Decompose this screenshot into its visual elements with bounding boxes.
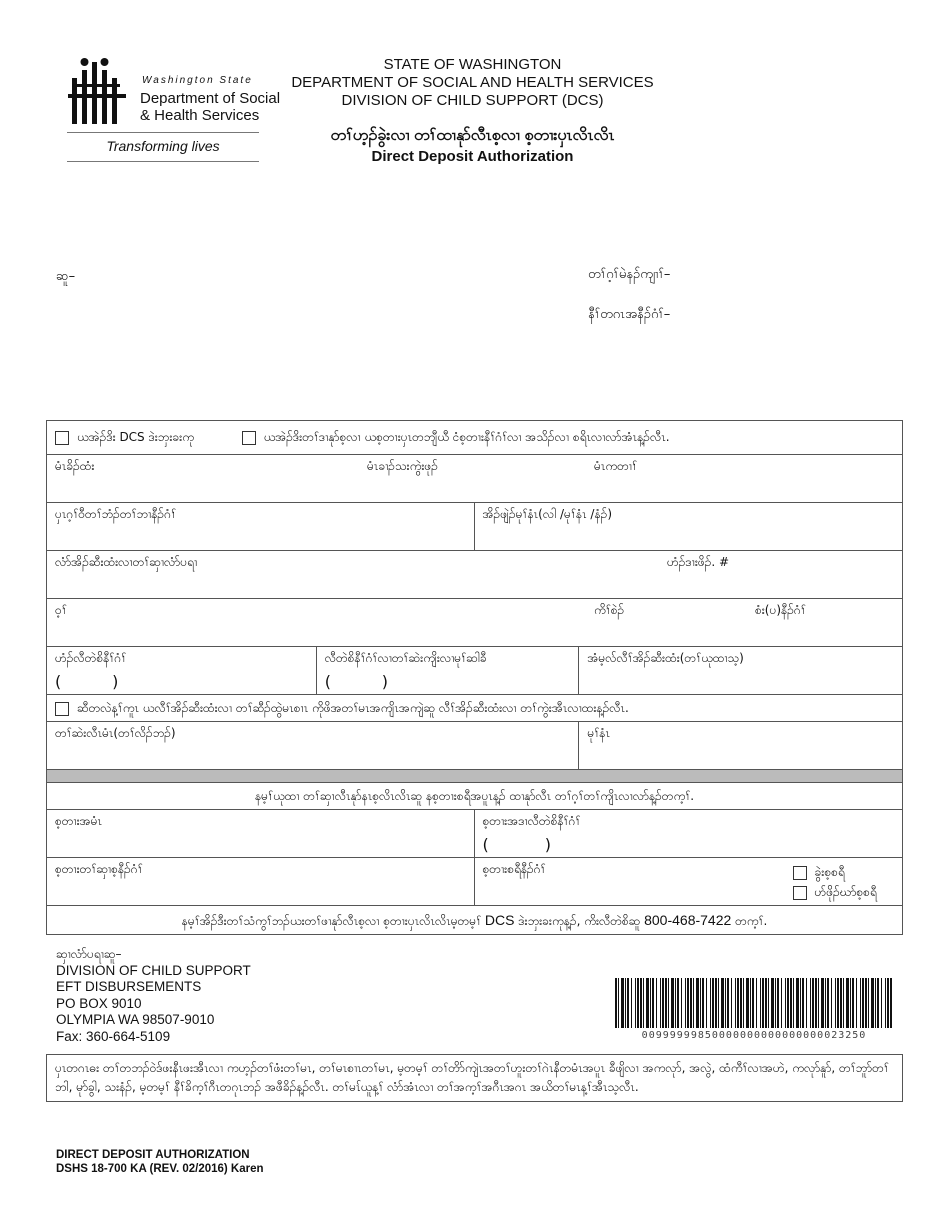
area-code-parens: ( ): [55, 672, 119, 691]
case-number-label: တၢ်ဂ့ၢ်မဲနၣ်ကျၢၢ်–: [588, 267, 671, 282]
ssn-field[interactable]: [47, 503, 475, 551]
home-phone-field[interactable]: [47, 647, 317, 695]
bank-name-label: စ့တၢးအမံၤ: [55, 814, 103, 828]
mail-fax: Fax: 360-664-5109: [56, 1028, 171, 1044]
mail-line-3: PO BOX 9010: [56, 995, 142, 1011]
form-footer: [56, 1148, 264, 1176]
apt-label: ဟံၣ်ဒၢးဖိၣ်. #: [667, 555, 730, 569]
footer-title: DIRECT DEPOSIT AUTHORIZATION: [56, 1149, 250, 1161]
email-label: အံမ့လ်လီၢ်အိၣ်ဆီးထံး(တၢ်ယုထၢသ့): [587, 651, 744, 665]
bank-phone-field[interactable]: [474, 810, 902, 858]
signature-field[interactable]: [47, 722, 579, 770]
checking-checkbox[interactable]: [793, 866, 807, 880]
dshs-logo-icon: [68, 56, 128, 126]
area-code-parens: ( ): [482, 835, 551, 854]
email-field[interactable]: [579, 647, 903, 695]
first-name-label: မံၤခိၣ်ထံး: [55, 459, 95, 473]
header-division: DIVISION OF CHILD SUPPORT (DCS): [341, 92, 604, 109]
signature-label: တၢ်ဆဲးလီၤမံၤ(တၢ်လိၣ်ဘၣ်): [55, 726, 176, 740]
account-number-label: စ့တၢးစရီနီၣ်ဂံၢ်: [482, 862, 546, 876]
middle-initial-label: မံၤခၢၣ်သးကွဲးဖုၣ်: [367, 459, 438, 473]
bank-name-field[interactable]: [47, 810, 475, 858]
barcode-number: 00999999850000000000000000023250: [641, 1030, 867, 1041]
section-divider: [47, 770, 903, 783]
logo-rule-top: [67, 132, 259, 133]
mailing-address-label: လံာ်အိၣ်ဆီးထံးလၢတၢ်ဆှၢလံာ်ပရၢ: [55, 555, 198, 569]
dob-label: အိၣ်ဖျဲၣ်မုၢ်နံၤ(လါ /မုၢ်နံၤ /နံၣ်): [482, 507, 612, 521]
option-dcs-label: ယအဲၣ်ဒိး DCS ဒဲးဘှးခးကု: [77, 430, 194, 444]
logo-dept-text: Department of Social & Health Services: [140, 90, 281, 124]
option-deposit-checkbox[interactable]: [242, 431, 256, 445]
header-department: DEPARTMENT OF SOCIAL AND HEALTH SERVICES: [291, 74, 654, 91]
title-karen: တၢ်ဟ့ၣ်ခွဲးလၢ တၢ်ထၢနုာ်လီၤစ့လၢ စ့တၢးပှၤလိၤလိၤ: [330, 127, 615, 144]
logo-tagline: Transforming lives: [106, 138, 220, 154]
contact-dcs: DCS: [484, 912, 515, 928]
logo-rule-bottom: [67, 161, 259, 162]
work-phone-field[interactable]: [316, 647, 579, 695]
title-english: Direct Deposit Authorization: [371, 148, 574, 165]
bank-instruction: နမ့ၢ်ယုထၢ တၢ်ဆှၢလီၤနုာ်နၤစ့လိၤလိၤဆူ နစ့တၢးစရီအပူၤန့ၣ် ထၢနုာ်လီၤ တၢ်ဂ့ၢ်တၢ်ကျိၤလၢလာ်န့ၣ်တက့ၢ်.: [47, 783, 903, 810]
contact-text-a: နမ့ၢ်အိၣ်ဒီးတၢ်သံကွၢ်ဘၣ်ယးတၢ်ဖၢနုာ်လီၤစ့လၢ စ့တၢးပှၤလိၤလိၤမ့တမ့ၢ်: [181, 914, 485, 928]
contact-line: [47, 906, 903, 935]
routing-number-label: စ့တၢးတၢ်ဆှၢစ့နီၣ်ဂံၢ်: [55, 862, 143, 876]
zip-label: စံး(ပ)နီၣ်ဂံၢ်: [755, 603, 806, 617]
contact-text-b: ဒဲးဘှးခးကုန့ၣ်, ကိးလီတဲစိဆူ: [514, 914, 645, 928]
mail-line-2: EFT DISBURSEMENTS: [56, 979, 202, 994]
area-code-parens: ( ): [324, 672, 389, 691]
name-field[interactable]: [47, 455, 903, 503]
ssn-label: ပှၤဂ့ၢ်ဝီတၢ်ဘံၣ်တၢ်ဘၢနီၣ်ဂံၢ်: [55, 507, 176, 521]
city-state-zip-field[interactable]: [47, 599, 903, 647]
date-field[interactable]: [579, 722, 903, 770]
footer-form-number: DSHS 18-700 KA (REV. 02/2016) Karen: [56, 1163, 264, 1175]
nondiscrimination-notice: ပှၤတဂၤဓး တၢ်တဘၣ်ဝဲဒ်ဖးနီၤဖးအီၤလၢ ကဟ့ၣ်တၢ်ဖံးတၢ်မၤ, တၢ်မၤစၢၤတၢ်မၤ, မ့တမ့ၢ် တၢ်တိာ်ကျဲၤအတၢ်ဟူးတၢ်ဂဲၤနီတမံၤအပူၤ ခီဖျိလၢ အကလုာ်, အလွဲ, ထံကီၢ်လၢအဟဲ, ကလုာ်နူာ်, တၢ်ဘူာ်တၢ်ဘါ, မုာ်ခွါ, သးနံၣ်, မ့တမ့ၢ် နီၢ်ခိက့ၢ်ဂီၤတဂုၤဘၣ် အဖီခိၣ်န့ၣ်လီၤ. တၢ်မၤ်ယူန့ၢ် လံာ်အံၤလၢ တၢ်အက့ၢ်အဂီၤအဂၤ အယိတၢ်မၤန့ၢ်အီၤသ့လီၤ.: [46, 1054, 903, 1102]
checking-label: ခွဲးစ့စရီ: [814, 865, 845, 879]
id-number-label: နီၢ်တဂၤအနီၣ်ဂံၢ်–: [588, 307, 671, 322]
mail-line-4: OLYMPIA WA 98507-9010: [56, 1012, 215, 1027]
bank-phone-label: စ့တၢးအဒၢလီတဲစိနီၢ်ဂံၢ်: [482, 814, 581, 828]
mailing-address-block: [56, 946, 251, 1045]
address-change-label: ဆီတလဲန့ၢ်ကူၤ ယလီၢ်အိၣ်ဆီးထံးလၢ တၢ်ဆီၣ်ထွဲမၤစၢၤ ကိုဖိအတၢ်မၤအကျိၤအကျဲဆူ လီၢ်အိၣ်ဆီးထံးလၢ တၢ်ကွဲးအီၤလၢထးန့ၣ်လီၤ.: [77, 701, 629, 715]
deposit-form-table: [46, 420, 903, 935]
logo-state-text: Washington State: [142, 75, 253, 86]
to-label: ဆူ–: [56, 269, 76, 284]
header-state: STATE OF WASHINGTON: [383, 56, 562, 73]
contact-text-c: တက့ၢ်.: [731, 914, 768, 928]
barcode-icon: [615, 978, 893, 1028]
form-header: [280, 56, 665, 165]
home-phone-label: ဟံၣ်လီတဲစိနီၢ်ဂံၢ်: [55, 651, 127, 665]
work-phone-label: လီတဲစိနီၢ်ဂံၢ်လၢတၢ်ဆဲးကျိးလၢမုၢ်ဆါခီ: [324, 651, 487, 665]
date-label: မုၢ်နံၤ: [587, 726, 610, 740]
mail-to-label: ဆှၢလံာ်ပရၢဆူ–: [56, 947, 122, 961]
savings-label: ဟ်ဖိုၣ်ဃာ်စ့စရီ: [814, 885, 877, 899]
last-name-label: မံၤကတၢၢ်: [594, 459, 637, 473]
routing-number-field[interactable]: [47, 858, 475, 906]
account-number-field[interactable]: [474, 858, 902, 906]
mail-line-1: DIVISION OF CHILD SUPPORT: [56, 962, 251, 978]
address-change-checkbox[interactable]: [55, 702, 69, 716]
dob-field[interactable]: [474, 503, 902, 551]
option-deposit-label: ယအဲၣ်ဒိးတၢ်ဒၢနုာ်စ့လၢ ယစ့တၢးပှၤတဘျီယီ ငံစ့တၢးနီၢ်ဂံၢ်လၢ အသိၣ်လၢ စရိၤလၢလာ်အံၤန့ၣ်လီၤ.: [263, 430, 670, 444]
contact-phone: 800-468-7422: [644, 912, 732, 928]
state-label: ကိၢ်စဲၣ်: [594, 603, 625, 617]
option-dcs-checkbox[interactable]: [55, 431, 69, 445]
mailing-address-field[interactable]: [47, 551, 903, 599]
city-label: ဝ့ၢ်: [55, 603, 67, 617]
savings-checkbox[interactable]: [793, 886, 807, 900]
